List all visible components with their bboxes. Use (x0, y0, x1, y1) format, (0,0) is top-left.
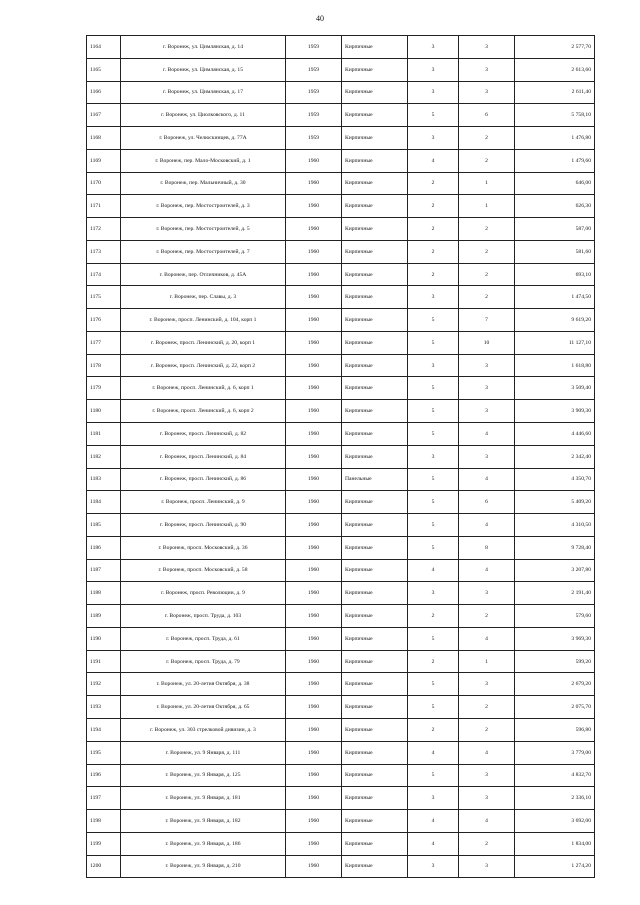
entrances-cell: 3 (459, 673, 515, 696)
entrances-cell: 4 (459, 423, 515, 446)
address-cell: г. Воронеж, просп. Ленинский, д. 6, корп 2 (121, 400, 286, 423)
address-cell: г. Воронеж, просп. Труда, д. 103 (121, 605, 286, 628)
wall-material-cell: Панельные (342, 468, 408, 491)
build-year-cell: 1960 (286, 673, 342, 696)
floors-cell: 5 (408, 673, 459, 696)
table-row (87, 81, 595, 104)
row-number-cell: 1194 (87, 718, 121, 741)
entrances-cell: 2 (459, 286, 515, 309)
build-year-cell: 1960 (286, 764, 342, 787)
area-cell: 2 611,40 (515, 81, 595, 104)
row-number-cell: 1185 (87, 514, 121, 537)
build-year-cell: 1960 (286, 263, 342, 286)
floors-cell: 3 (408, 127, 459, 150)
row-number-cell: 1183 (87, 468, 121, 491)
wall-material-cell: Кирпичные (342, 263, 408, 286)
entrances-cell: 1 (459, 172, 515, 195)
wall-material-cell: Кирпичные (342, 104, 408, 127)
address-cell: г. Воронеж, пер. Мостостроителей, д. 5 (121, 218, 286, 241)
floors-cell: 5 (408, 514, 459, 537)
table-row (87, 582, 595, 605)
address-cell: г. Воронеж, просп. Московский, д. 36 (121, 536, 286, 559)
build-year-cell: 1960 (286, 855, 342, 878)
build-year-cell: 1960 (286, 377, 342, 400)
row-number-cell: 1170 (87, 172, 121, 195)
build-year-cell: 1960 (286, 331, 342, 354)
row-number-cell: 1186 (87, 536, 121, 559)
entrances-cell: 1 (459, 195, 515, 218)
wall-material-cell: Кирпичные (342, 696, 408, 719)
entrances-cell: 7 (459, 309, 515, 332)
area-cell: 9 619,20 (515, 309, 595, 332)
row-number-cell: 1164 (87, 36, 121, 59)
area-cell: 3 692,00 (515, 810, 595, 833)
floors-cell: 5 (408, 400, 459, 423)
row-number-cell: 1180 (87, 400, 121, 423)
table-row (87, 559, 595, 582)
wall-material-cell: Кирпичные (342, 559, 408, 582)
table-row (87, 104, 595, 127)
build-year-cell: 1960 (286, 309, 342, 332)
area-cell: 5 758,10 (515, 104, 595, 127)
row-number-cell: 1187 (87, 559, 121, 582)
wall-material-cell: Кирпичные (342, 832, 408, 855)
build-year-cell: 1960 (286, 559, 342, 582)
build-year-cell: 1960 (286, 445, 342, 468)
table-row (87, 718, 595, 741)
floors-cell: 5 (408, 423, 459, 446)
wall-material-cell: Кирпичные (342, 240, 408, 263)
wall-material-cell: Кирпичные (342, 491, 408, 514)
build-year-cell: 1960 (286, 423, 342, 446)
address-cell: г. Воронеж, ул. Цимлянская, д. 14 (121, 36, 286, 59)
entrances-cell: 3 (459, 81, 515, 104)
build-year-cell: 1960 (286, 718, 342, 741)
row-number-cell: 1175 (87, 286, 121, 309)
wall-material-cell: Кирпичные (342, 309, 408, 332)
floors-cell: 3 (408, 354, 459, 377)
area-cell: 9 728,40 (515, 536, 595, 559)
area-cell: 587,00 (515, 218, 595, 241)
row-number-cell: 1174 (87, 263, 121, 286)
area-cell: 4 350,70 (515, 468, 595, 491)
build-year-cell: 1960 (286, 218, 342, 241)
row-number-cell: 1173 (87, 240, 121, 263)
row-number-cell: 1198 (87, 810, 121, 833)
row-number-cell: 1166 (87, 81, 121, 104)
area-cell: 3 909,30 (515, 400, 595, 423)
entrances-cell: 2 (459, 218, 515, 241)
build-year-cell: 1960 (286, 605, 342, 628)
row-number-cell: 1178 (87, 354, 121, 377)
table-row (87, 696, 595, 719)
table-row (87, 240, 595, 263)
floors-cell: 5 (408, 377, 459, 400)
floors-cell: 5 (408, 696, 459, 719)
build-year-cell: 1960 (286, 810, 342, 833)
housing-registry-table (86, 35, 595, 878)
wall-material-cell: Кирпичные (342, 218, 408, 241)
area-cell: 1 476,80 (515, 127, 595, 150)
build-year-cell: 1960 (286, 650, 342, 673)
address-cell: г. Воронеж, ул. 303 стрелковой дивизии, д. 3 (121, 718, 286, 741)
address-cell: г. Воронеж, просп. Московский, д. 58 (121, 559, 286, 582)
table-row (87, 445, 595, 468)
floors-cell: 5 (408, 104, 459, 127)
entrances-cell: 4 (459, 810, 515, 833)
build-year-cell: 1959 (286, 81, 342, 104)
area-cell: 1 834,00 (515, 832, 595, 855)
floors-cell: 3 (408, 582, 459, 605)
address-cell: г. Воронеж, просп. Ленинский, д. 20, корп 1 (121, 331, 286, 354)
build-year-cell: 1960 (286, 491, 342, 514)
table-row (87, 627, 595, 650)
row-number-cell: 1189 (87, 605, 121, 628)
area-cell: 2 613,60 (515, 58, 595, 81)
row-number-cell: 1179 (87, 377, 121, 400)
entrances-cell: 2 (459, 832, 515, 855)
build-year-cell: 1960 (286, 536, 342, 559)
entrances-cell: 6 (459, 491, 515, 514)
wall-material-cell: Кирпичные (342, 718, 408, 741)
wall-material-cell: Кирпичные (342, 127, 408, 150)
row-number-cell: 1177 (87, 331, 121, 354)
wall-material-cell: Кирпичные (342, 855, 408, 878)
row-number-cell: 1184 (87, 491, 121, 514)
table-row (87, 354, 595, 377)
address-cell: г. Воронеж, ул. 9 Января, д. 186 (121, 832, 286, 855)
build-year-cell: 1960 (286, 787, 342, 810)
wall-material-cell: Кирпичные (342, 514, 408, 537)
address-cell: г. Воронеж, просп. Ленинский, д. 90 (121, 514, 286, 537)
entrances-cell: 3 (459, 787, 515, 810)
address-cell: г. Воронеж, ул. 20-летия Октября, д. 65 (121, 696, 286, 719)
area-cell: 2 075,70 (515, 696, 595, 719)
entrances-cell: 6 (459, 104, 515, 127)
build-year-cell: 1959 (286, 58, 342, 81)
entrances-cell: 3 (459, 377, 515, 400)
entrances-cell: 3 (459, 58, 515, 81)
area-cell: 2 577,70 (515, 36, 595, 59)
table-row (87, 605, 595, 628)
area-cell: 599,20 (515, 650, 595, 673)
row-number-cell: 1165 (87, 58, 121, 81)
table-row (87, 309, 595, 332)
build-year-cell: 1960 (286, 400, 342, 423)
wall-material-cell: Кирпичные (342, 149, 408, 172)
row-number-cell: 1195 (87, 741, 121, 764)
build-year-cell: 1960 (286, 832, 342, 855)
build-year-cell: 1960 (286, 627, 342, 650)
entrances-cell: 2 (459, 127, 515, 150)
build-year-cell: 1960 (286, 354, 342, 377)
entrances-cell: 1 (459, 650, 515, 673)
table-row (87, 423, 595, 446)
table-row (87, 650, 595, 673)
floors-cell: 5 (408, 491, 459, 514)
entrances-cell: 4 (459, 468, 515, 491)
area-cell: 3 779,00 (515, 741, 595, 764)
table-row (87, 149, 595, 172)
row-number-cell: 1167 (87, 104, 121, 127)
entrances-cell: 2 (459, 718, 515, 741)
floors-cell: 4 (408, 741, 459, 764)
floors-cell: 5 (408, 309, 459, 332)
floors-cell: 2 (408, 172, 459, 195)
floors-cell: 5 (408, 627, 459, 650)
row-number-cell: 1188 (87, 582, 121, 605)
build-year-cell: 1960 (286, 172, 342, 195)
area-cell: 3 509,40 (515, 377, 595, 400)
address-cell: г. Воронеж, просп. Ленинский, д. 86 (121, 468, 286, 491)
address-cell: г. Воронеж, ул. 9 Января, д. 182 (121, 810, 286, 833)
wall-material-cell: Кирпичные (342, 354, 408, 377)
entrances-cell: 4 (459, 627, 515, 650)
row-number-cell: 1196 (87, 764, 121, 787)
address-cell: г. Воронеж, пер. Славы, д. 3 (121, 286, 286, 309)
table-row (87, 218, 595, 241)
floors-cell: 5 (408, 536, 459, 559)
area-cell: 2 342,40 (515, 445, 595, 468)
floors-cell: 3 (408, 286, 459, 309)
table-row (87, 810, 595, 833)
floors-cell: 4 (408, 559, 459, 582)
floors-cell: 2 (408, 240, 459, 263)
area-cell: 693,10 (515, 263, 595, 286)
table-row (87, 58, 595, 81)
wall-material-cell: Кирпичные (342, 810, 408, 833)
build-year-cell: 1959 (286, 127, 342, 150)
address-cell: г. Воронеж, просп. Труда, д. 61 (121, 627, 286, 650)
wall-material-cell: Кирпичные (342, 331, 408, 354)
entrances-cell: 3 (459, 400, 515, 423)
wall-material-cell: Кирпичные (342, 286, 408, 309)
area-cell: 1 479,60 (515, 149, 595, 172)
area-cell: 3 969,30 (515, 627, 595, 650)
build-year-cell: 1959 (286, 36, 342, 59)
area-cell: 3 207,80 (515, 559, 595, 582)
address-cell: г. Воронеж, просп. Ленинский, д. 9 (121, 491, 286, 514)
wall-material-cell: Кирпичные (342, 58, 408, 81)
floors-cell: 4 (408, 149, 459, 172)
table-row (87, 787, 595, 810)
wall-material-cell: Кирпичные (342, 764, 408, 787)
row-number-cell: 1182 (87, 445, 121, 468)
area-cell: 11 127,10 (515, 331, 595, 354)
table-row (87, 36, 595, 59)
entrances-cell: 3 (459, 855, 515, 878)
table-row (87, 491, 595, 514)
area-cell: 1 474,50 (515, 286, 595, 309)
row-number-cell: 1181 (87, 423, 121, 446)
floors-cell: 2 (408, 263, 459, 286)
area-cell: 579,60 (515, 605, 595, 628)
area-cell: 1 618,80 (515, 354, 595, 377)
table-row (87, 536, 595, 559)
area-cell: 4 310,50 (515, 514, 595, 537)
wall-material-cell: Кирпичные (342, 582, 408, 605)
floors-cell: 2 (408, 605, 459, 628)
row-number-cell: 1176 (87, 309, 121, 332)
build-year-cell: 1960 (286, 696, 342, 719)
table-row (87, 331, 595, 354)
build-year-cell: 1960 (286, 195, 342, 218)
row-number-cell: 1197 (87, 787, 121, 810)
floors-cell: 5 (408, 331, 459, 354)
area-cell: 2 679,20 (515, 673, 595, 696)
address-cell: г. Воронеж, ул. 20-летия Октября, д. 38 (121, 673, 286, 696)
build-year-cell: 1960 (286, 582, 342, 605)
address-cell: г. Воронеж, просп. Ленинский, д. 84 (121, 445, 286, 468)
area-cell: 646,00 (515, 172, 595, 195)
row-number-cell: 1200 (87, 855, 121, 878)
floors-cell: 4 (408, 832, 459, 855)
table-row (87, 377, 595, 400)
entrances-cell: 2 (459, 605, 515, 628)
floors-cell: 3 (408, 36, 459, 59)
wall-material-cell: Кирпичные (342, 650, 408, 673)
area-cell: 596,80 (515, 718, 595, 741)
table-row (87, 741, 595, 764)
address-cell: г. Воронеж, ул. 9 Января, д. 111 (121, 741, 286, 764)
address-cell: г. Воронеж, просп. Ленинский, д. 82 (121, 423, 286, 446)
address-cell: г. Воронеж, просп. Революции, д. 9 (121, 582, 286, 605)
table-row (87, 468, 595, 491)
wall-material-cell: Кирпичные (342, 605, 408, 628)
table-row (87, 195, 595, 218)
floors-cell: 3 (408, 445, 459, 468)
address-cell: г. Воронеж, пер. Отличников, д. 45А (121, 263, 286, 286)
wall-material-cell: Кирпичные (342, 673, 408, 696)
address-cell: г. Воронеж, пер. Мостостроителей, д. 3 (121, 195, 286, 218)
table-row (87, 400, 595, 423)
row-number-cell: 1199 (87, 832, 121, 855)
address-cell: г. Воронеж, пер. Мостостроителей, д. 7 (121, 240, 286, 263)
wall-material-cell: Кирпичные (342, 377, 408, 400)
build-year-cell: 1959 (286, 104, 342, 127)
wall-material-cell: Кирпичные (342, 536, 408, 559)
area-cell: 581,60 (515, 240, 595, 263)
row-number-cell: 1192 (87, 673, 121, 696)
table-row (87, 127, 595, 150)
page-number: 40 (316, 14, 324, 23)
address-cell: г. Воронеж, ул. 9 Января, д. 210 (121, 855, 286, 878)
area-cell: 4 446,60 (515, 423, 595, 446)
build-year-cell: 1960 (286, 240, 342, 263)
entrances-cell: 3 (459, 764, 515, 787)
build-year-cell: 1960 (286, 286, 342, 309)
wall-material-cell: Кирпичные (342, 172, 408, 195)
floors-cell: 2 (408, 718, 459, 741)
address-cell: г. Воронеж, просп. Ленинский, д. 104, корп 1 (121, 309, 286, 332)
entrances-cell: 3 (459, 36, 515, 59)
entrances-cell: 2 (459, 149, 515, 172)
table-row (87, 286, 595, 309)
entrances-cell: 3 (459, 582, 515, 605)
entrances-cell: 2 (459, 263, 515, 286)
floors-cell: 4 (408, 810, 459, 833)
floors-cell: 3 (408, 81, 459, 104)
floors-cell: 2 (408, 650, 459, 673)
row-number-cell: 1193 (87, 696, 121, 719)
wall-material-cell: Кирпичные (342, 400, 408, 423)
row-number-cell: 1172 (87, 218, 121, 241)
address-cell: г. Воронеж, ул. 9 Января, д. 125 (121, 764, 286, 787)
address-cell: г. Воронеж, ул. 9 Января, д. 181 (121, 787, 286, 810)
address-cell: г. Воронеж, просп. Ленинский, д. 22, корп 2 (121, 354, 286, 377)
table-body (87, 36, 595, 878)
table-row (87, 764, 595, 787)
area-cell: 1 274,20 (515, 855, 595, 878)
row-number-cell: 1190 (87, 627, 121, 650)
area-cell: 2 191,40 (515, 582, 595, 605)
wall-material-cell: Кирпичные (342, 195, 408, 218)
table-row (87, 172, 595, 195)
wall-material-cell: Кирпичные (342, 445, 408, 468)
entrances-cell: 8 (459, 536, 515, 559)
entrances-cell: 3 (459, 445, 515, 468)
floors-cell: 2 (408, 195, 459, 218)
build-year-cell: 1960 (286, 741, 342, 764)
address-cell: г. Воронеж, пер. Мало-Московский, д. 1 (121, 149, 286, 172)
area-cell: 4 832,70 (515, 764, 595, 787)
address-cell: г. Воронеж, просп. Труда, д. 79 (121, 650, 286, 673)
wall-material-cell: Кирпичные (342, 627, 408, 650)
address-cell: г. Воронеж, ул. Циолковского, д. 11 (121, 104, 286, 127)
wall-material-cell: Кирпичные (342, 36, 408, 59)
address-cell: г. Воронеж, пер. Мальничный, д. 30 (121, 172, 286, 195)
area-cell: 2 336,10 (515, 787, 595, 810)
entrances-cell: 4 (459, 559, 515, 582)
wall-material-cell: Кирпичные (342, 81, 408, 104)
row-number-cell: 1169 (87, 149, 121, 172)
area-cell: 626,30 (515, 195, 595, 218)
area-cell: 5 409,20 (515, 491, 595, 514)
wall-material-cell: Кирпичные (342, 741, 408, 764)
row-number-cell: 1168 (87, 127, 121, 150)
floors-cell: 5 (408, 764, 459, 787)
floors-cell: 3 (408, 58, 459, 81)
table-row (87, 832, 595, 855)
wall-material-cell: Кирпичные (342, 787, 408, 810)
entrances-cell: 2 (459, 240, 515, 263)
wall-material-cell: Кирпичные (342, 423, 408, 446)
build-year-cell: 1960 (286, 514, 342, 537)
floors-cell: 3 (408, 787, 459, 810)
entrances-cell: 4 (459, 514, 515, 537)
row-number-cell: 1191 (87, 650, 121, 673)
floors-cell: 2 (408, 218, 459, 241)
entrances-cell: 3 (459, 354, 515, 377)
table-row (87, 263, 595, 286)
entrances-cell: 4 (459, 741, 515, 764)
floors-cell: 5 (408, 468, 459, 491)
table-row (87, 855, 595, 878)
address-cell: г. Воронеж, ул. Цимлянская, д. 15 (121, 58, 286, 81)
floors-cell: 3 (408, 855, 459, 878)
row-number-cell: 1171 (87, 195, 121, 218)
build-year-cell: 1960 (286, 149, 342, 172)
table-row (87, 673, 595, 696)
entrances-cell: 2 (459, 696, 515, 719)
address-cell: г. Воронеж, ул. Цимлянская, д. 17 (121, 81, 286, 104)
build-year-cell: 1960 (286, 468, 342, 491)
address-cell: г. Воронеж, ул. Челюскинцев, д. 77А (121, 127, 286, 150)
entrances-cell: 10 (459, 331, 515, 354)
table-row (87, 514, 595, 537)
address-cell: г. Воронеж, просп. Ленинский, д. 6, корп 1 (121, 377, 286, 400)
